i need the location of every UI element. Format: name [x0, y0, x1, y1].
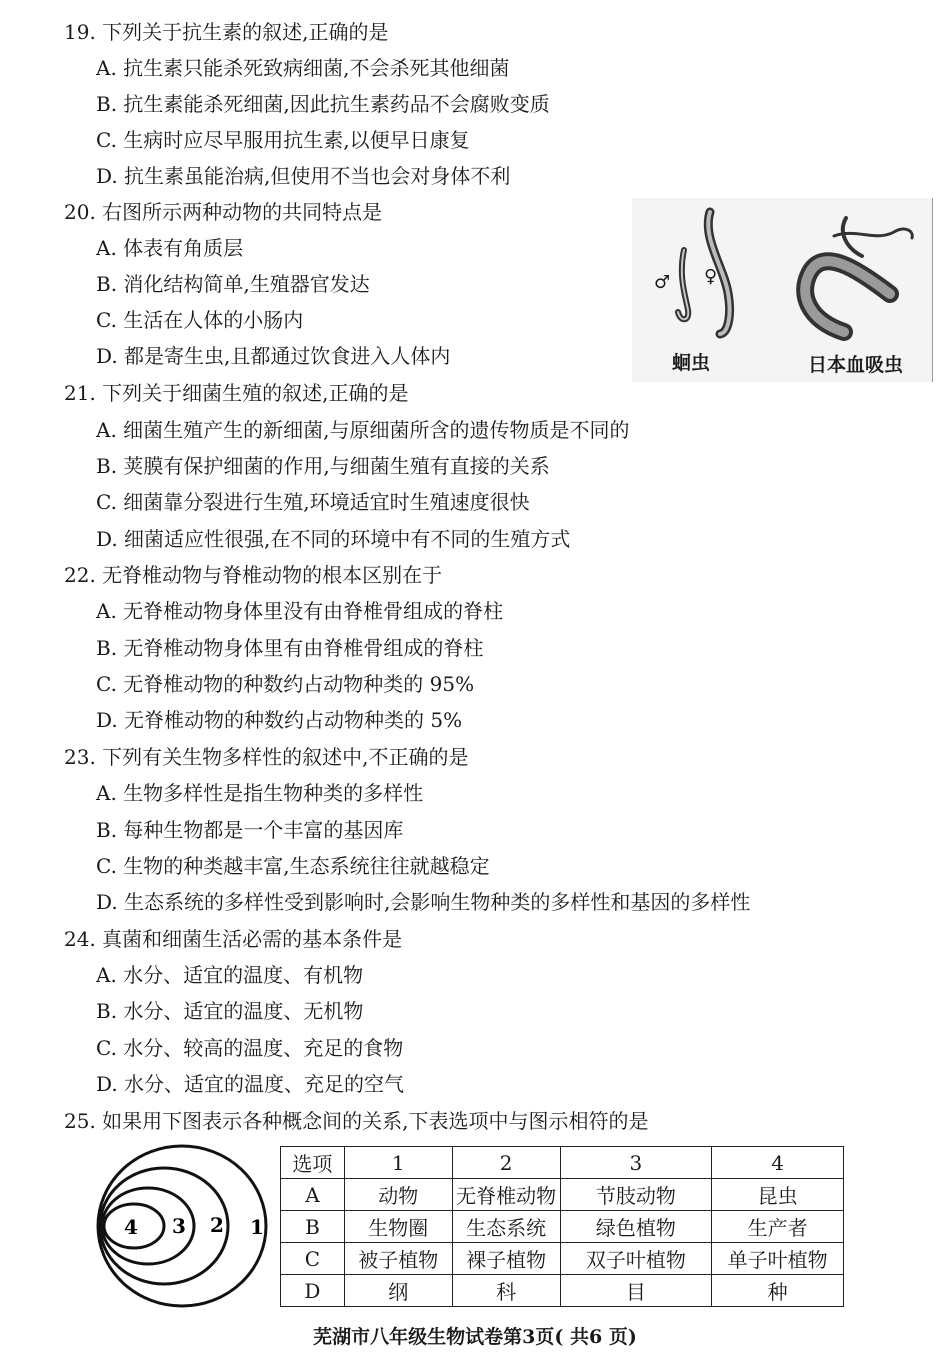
table-cell: 双子叶植物 — [560, 1243, 712, 1275]
table-header-row — [281, 1147, 844, 1179]
question-19-option-d: D. 抗生素虽能治病,但使用不当也会对身体不利 — [96, 164, 511, 188]
nested-circles-diagram — [96, 1142, 276, 1310]
table-cell: 生态系统 — [452, 1211, 560, 1243]
circle-label-1: 1 — [250, 1215, 264, 1239]
question-22-stem: 22. 无脊椎动物与脊椎动物的根本区别在于 — [64, 563, 443, 587]
table-row — [281, 1211, 844, 1243]
table-row — [281, 1243, 844, 1275]
table-header-cell: 2 — [452, 1147, 560, 1179]
table-cell: 生物圈 — [344, 1211, 452, 1243]
table-cell: 节肢动物 — [560, 1179, 712, 1211]
table-header-cell: 4 — [712, 1147, 844, 1179]
table-header-cell: 选项 — [281, 1147, 345, 1179]
question-22-option-b: B. 无脊椎动物身体里有由脊椎骨组成的脊柱 — [96, 636, 484, 660]
question-21-option-b: B. 荚膜有保护细菌的作用,与细菌生殖有直接的关系 — [96, 454, 550, 478]
question-20-option-b: B. 消化结构简单,生殖器官发达 — [96, 272, 370, 296]
question-20-option-c: C. 生活在人体的小肠内 — [96, 308, 304, 332]
question-21-option-d: D. 细菌适应性很强,在不同的环境中有不同的生殖方式 — [96, 527, 571, 551]
circle-label-2: 2 — [210, 1213, 224, 1237]
table-cell: D — [281, 1275, 345, 1307]
table-cell: 绿色植物 — [560, 1211, 712, 1243]
circle-label-4: 4 — [124, 1215, 138, 1239]
question-24-stem: 24. 真菌和细菌生活必需的基本条件是 — [64, 927, 403, 951]
table-cell: 被子植物 — [344, 1243, 452, 1275]
roundworm-caption: 蛔虫 — [672, 352, 711, 374]
male-symbol: ♂ — [654, 272, 671, 293]
question-20-option-d: D. 都是寄生虫,且都通过饮食进入人体内 — [96, 344, 451, 368]
question-19-option-c: C. 生病时应尽早服用抗生素,以便早日康复 — [96, 128, 470, 152]
table-cell: 科 — [452, 1275, 560, 1307]
question-25-options-table — [280, 1146, 844, 1307]
question-25-stem: 25. 如果用下图表示各种概念间的关系,下表选项中与图示相符的是 — [64, 1109, 649, 1133]
question-22-option-a: A. 无脊椎动物身体里没有由脊椎骨组成的脊柱 — [96, 599, 504, 623]
question-24-option-d: D. 水分、适宜的温度、充足的空气 — [96, 1072, 405, 1096]
table-header-cell: 1 — [344, 1147, 452, 1179]
question-21-stem: 21. 下列关于细菌生殖的叙述,正确的是 — [64, 381, 409, 405]
table-cell: C — [281, 1243, 345, 1275]
worm-figure — [632, 198, 933, 382]
table-header-cell: 3 — [560, 1147, 712, 1179]
question-23-option-a: A. 生物多样性是指生物种类的多样性 — [96, 781, 424, 805]
table-cell: 种 — [712, 1275, 844, 1307]
question-20-stem: 20. 右图所示两种动物的共同特点是 — [64, 200, 383, 224]
table-cell: 生产者 — [712, 1211, 844, 1243]
question-22-option-c: C. 无脊椎动物的种数约占动物种类的 95% — [96, 672, 475, 696]
question-23-option-b: B. 每种生物都是一个丰富的基因库 — [96, 818, 404, 842]
question-24-option-c: C. 水分、较高的温度、充足的食物 — [96, 1036, 404, 1060]
question-24-option-b: B. 水分、适宜的温度、无机物 — [96, 999, 364, 1023]
question-19-stem: 19. 下列关于抗生素的叙述,正确的是 — [64, 20, 389, 44]
table-row — [281, 1275, 844, 1307]
table-row — [281, 1179, 844, 1211]
question-23-stem: 23. 下列有关生物多样性的叙述中,不正确的是 — [64, 745, 469, 769]
question-19-option-a: A. 抗生素只能杀死致病细菌,不会杀死其他细菌 — [96, 56, 510, 80]
table-cell: 动物 — [344, 1179, 452, 1211]
female-symbol: ♀ — [704, 266, 718, 287]
question-23-option-d: D. 生态系统的多样性受到影响时,会影响生物种类的多样性和基因的多样性 — [96, 890, 751, 914]
table-cell: 无脊椎动物 — [452, 1179, 560, 1211]
circle-label-3: 3 — [172, 1214, 186, 1238]
question-22-option-d: D. 无脊椎动物的种数约占动物种类的 5% — [96, 708, 463, 732]
question-21-option-c: C. 细菌靠分裂进行生殖,环境适宜时生殖速度很快 — [96, 490, 530, 514]
question-20-option-a: A. 体表有角质层 — [96, 236, 244, 260]
table-cell: A — [281, 1179, 345, 1211]
page-footer: 芜湖市八年级生物试卷第3页( 共6 页) — [313, 1326, 637, 1348]
question-23-option-c: C. 生物的种类越丰富,生态系统往往就越稳定 — [96, 854, 490, 878]
question-19-option-b: B. 抗生素能杀死细菌,因此抗生素药品不会腐败变质 — [96, 92, 550, 116]
table-cell: 裸子植物 — [452, 1243, 560, 1275]
table-cell: 纲 — [344, 1275, 452, 1307]
table-cell: 昆虫 — [712, 1179, 844, 1211]
table-cell: 单子叶植物 — [712, 1243, 844, 1275]
table-cell: B — [281, 1211, 345, 1243]
question-21-option-a: A. 细菌生殖产生的新细菌,与原细菌所含的遗传物质是不同的 — [96, 418, 630, 442]
table-cell: 目 — [560, 1275, 712, 1307]
blood-fluke-caption: 日本血吸虫 — [808, 354, 904, 376]
question-24-option-a: A. 水分、适宜的温度、有机物 — [96, 963, 364, 987]
